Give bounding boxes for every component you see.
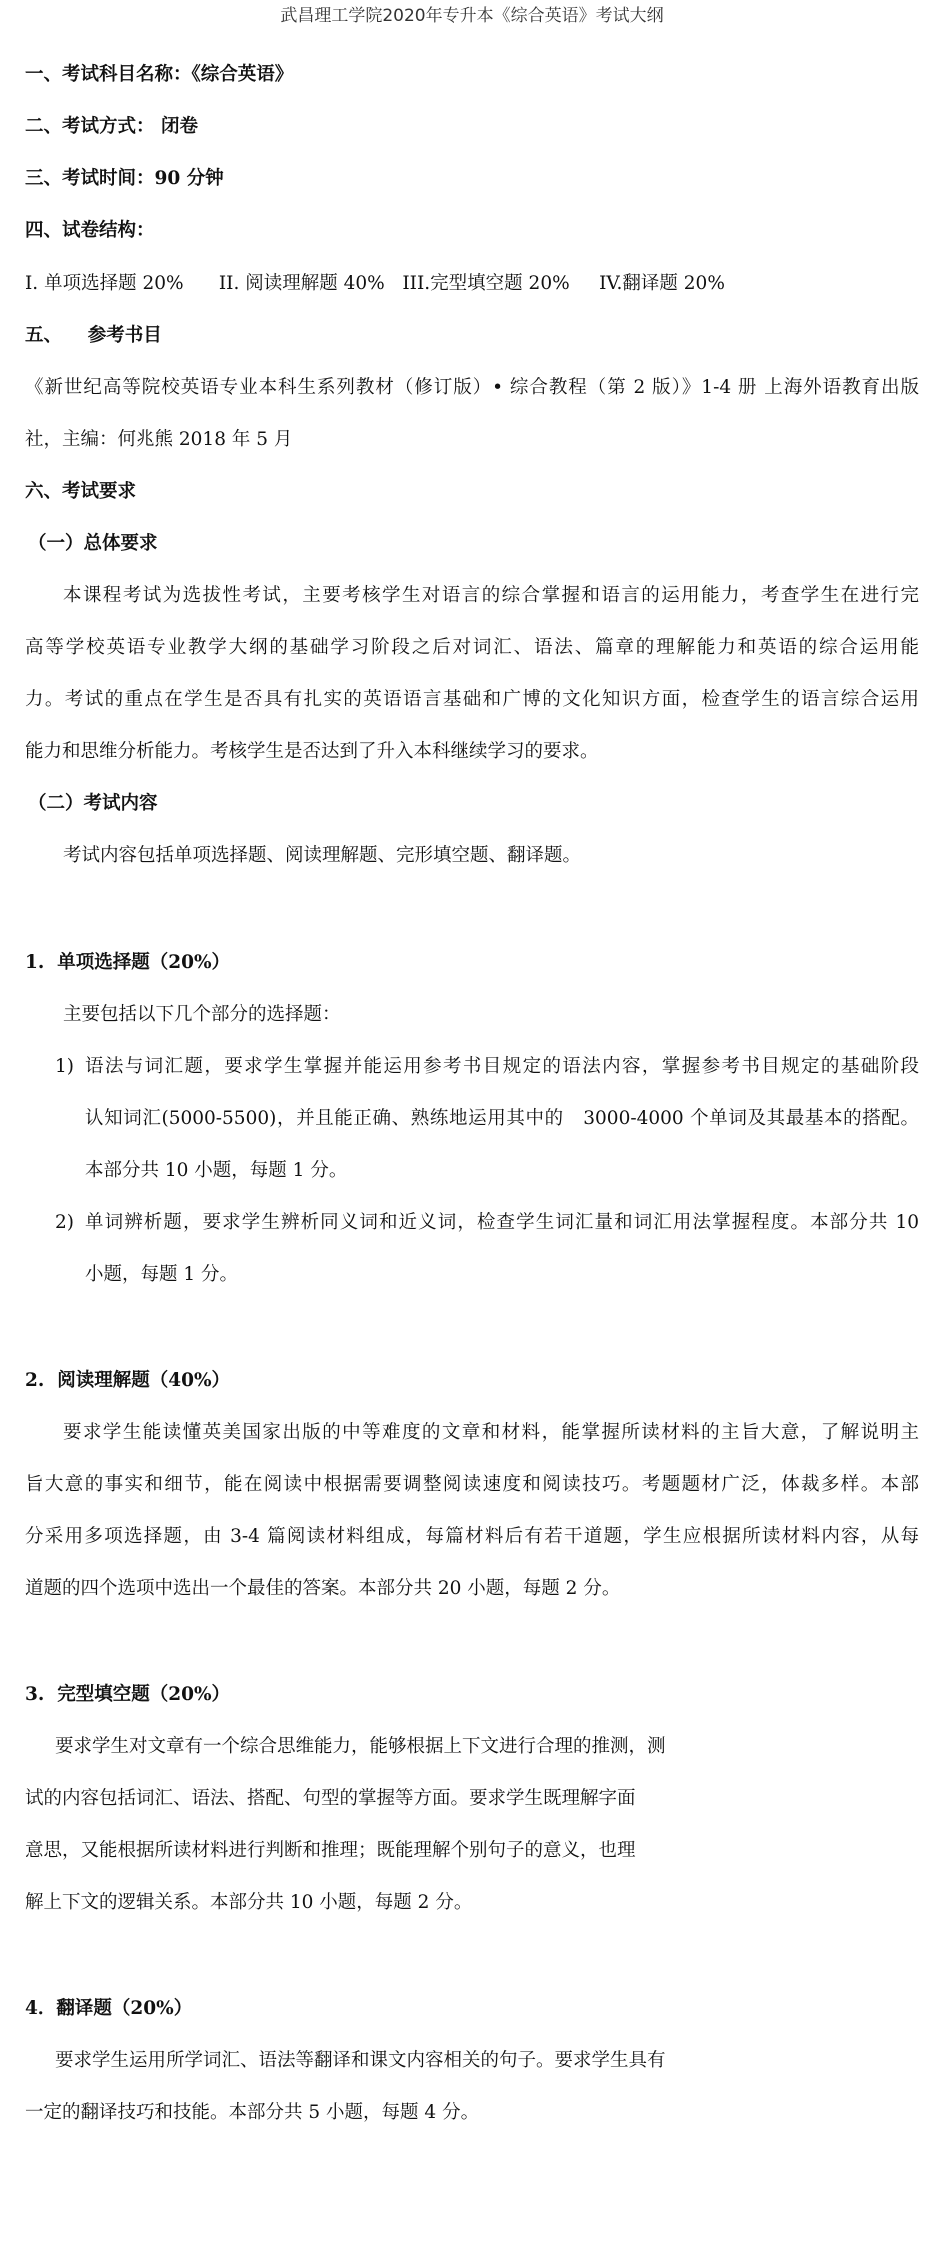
general-paragraph-line: 高等学校英语专业教学大纲的基础学习阶段之后对词汇、语法、篇章的理解能力和英语的综合运用能 <box>25 637 919 658</box>
content-paragraph: 考试内容包括单项选择题、阅读理解题、完形填空题、翻译题。 <box>63 845 582 866</box>
general-paragraph-line: 本课程考试为选拔性考试，主要考核学生对语言的综合掌握和语言的运用能力，考查学生在进行完 <box>63 585 919 606</box>
part1-item1-line: 本部分共 10 小题，每题 1 分。 <box>85 1160 348 1181</box>
part1-item1-line: 认知词汇(5000-5500)，并且能正确、熟练地运用其中的 3000-4000 个单词及其最基本的搭配。 <box>85 1108 919 1129</box>
general-paragraph-line: 能力和思维分析能力。考核学生是否达到了升入本科继续学习的要求。 <box>25 741 599 762</box>
section-exam-requirements: 六、考试要求 <box>25 481 137 502</box>
part2-heading: 2. 阅读理解题（40%） <box>25 1370 231 1391</box>
part4-line: 要求学生运用所学词汇、语法等翻译和课文内容相关的句子。要求学生具有 <box>55 2050 666 2071</box>
subsection-content: （二）考试内容 <box>28 793 158 814</box>
section-paper-structure: 四、试卷结构： <box>25 220 155 241</box>
general-paragraph-line: 力。考试的重点在学生是否具有扎实的英语语言基础和广博的文化知识方面，检查学生的语言综合运用 <box>25 689 919 710</box>
part4-heading: 4．翻译题（20%） <box>25 1998 193 2019</box>
reference-book-line: 《新世纪高等院校英语专业本科生系列教材（修订版）• 综合教程（第 2 版）》1-4 册 上海外语教育出版 <box>25 377 919 398</box>
paper-structure-detail: I. 单项选择题 20% II. 阅读理解题 40% III.完型填空题 20% IV.翻译题 20% <box>25 273 725 294</box>
part2-line: 旨大意的事实和细节，能在阅读中根据需要调整阅读速度和阅读技巧。考题题材广泛，体裁多样。本部 <box>25 1474 919 1495</box>
reference-book-line: 社，主编：何兆熊 2018 年 5 月 <box>25 429 293 450</box>
part1-item2-line: 小题，每题 1 分。 <box>85 1264 239 1285</box>
part2-line: 道题的四个选项中选出一个最佳的答案。本部分共 20 小题，每题 2 分。 <box>25 1578 621 1599</box>
section-exam-method: 二、考试方式： 闭卷 <box>25 116 198 137</box>
part3-line: 要求学生对文章有一个综合思维能力，能够根据上下文进行合理的推测，测 <box>55 1736 666 1757</box>
section-exam-time: 三、考试时间：90 分钟 <box>25 168 224 189</box>
part3-heading: 3. 完型填空题（20%） <box>25 1684 231 1705</box>
part1-item2-line: 单词辨析题，要求学生辨析同义词和近义词，检查学生词汇量和词汇用法掌握程度。本部分共 10 <box>85 1212 919 1233</box>
section-reference-books: 五、 参考书目 <box>25 325 162 346</box>
part3-line: 解上下文的逻辑关系。本部分共 10 小题，每题 2 分。 <box>25 1892 473 1913</box>
part1-heading: 1. 单项选择题（20%） <box>25 952 231 973</box>
section-exam-subject: 一、考试科目名称：《综合英语》 <box>25 64 294 85</box>
part2-line: 分采用多项选择题，由 3-4 篇阅读材料组成，每篇材料后有若干道题，学生应根据所读材料内容，从每 <box>25 1526 919 1547</box>
part3-line: 意思，又能根据所读材料进行判断和推理；既能理解个别句子的意义，也理 <box>25 1840 636 1861</box>
part1-intro: 主要包括以下几个部分的选择题： <box>63 1004 341 1025</box>
subsection-general: （一）总体要求 <box>28 533 158 554</box>
part2-line: 要求学生能读懂英美国家出版的中等难度的文章和材料，能掌握所读材料的主旨大意，了解说明主 <box>63 1422 919 1443</box>
part1-item1-line: 语法与词汇题，要求学生掌握并能运用参考书目规定的语法内容，掌握参考书目规定的基础阶段 <box>85 1056 919 1077</box>
part1-item1-number: 1) <box>55 1056 74 1077</box>
part4-line: 一定的翻译技巧和技能。本部分共 5 小题，每题 4 分。 <box>25 2102 480 2123</box>
part3-line: 试的内容包括词汇、语法、搭配、句型的掌握等方面。要求学生既理解字面 <box>25 1788 636 1809</box>
part1-item2-number: 2) <box>55 1212 74 1233</box>
document-title: 武昌理工学院2020年专升本《综合英语》考试大纲 <box>280 6 664 26</box>
